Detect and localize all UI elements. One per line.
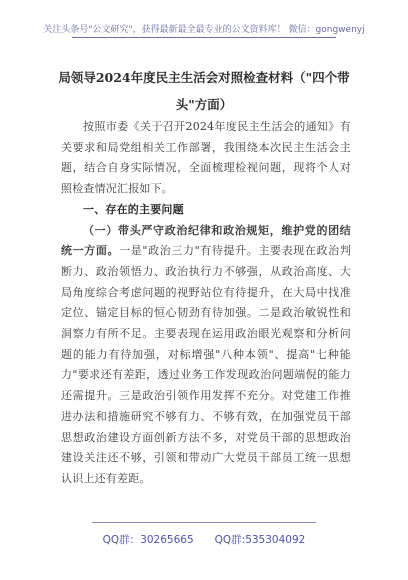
subsection-heading: （一）带头严守政治纪律和政治规矩，维护党的团结统一方面。 bbox=[61, 223, 351, 258]
footer-qq-groups: QQ群：30265665 QQ群:535304092 bbox=[102, 534, 306, 546]
header-banner: 关注头条号"公文研究"，获得最新最全最专业的公文资料库！ 微信：gongwenyj bbox=[43, 25, 365, 35]
intro-paragraph: 按照市委《关于召开2024年度民主生活会的通知》有关要求和局党组相关工作部署，我围绕本次民主生活会主题，结合自身实际情况，全面梳理检视问题，现将个人对照检查情况汇报如下。 bbox=[61, 120, 351, 196]
subsection-body: 一是"政治三力"有待提升。主要表现在政治判断力、政治领悟力、政治执行力不够强，从政治高度、大局角度综合考虑问题的视野站位有待提升，在大局中找准定位、锚定目标的恒心韧劲有待加强。二是政治敏锐性和洞察力有所不足。主要表现在运用政治眼光观察和分析问题的能力有待加强，对标增强"八种本领"、提高"七种能力"要求还有差距，透过业务工作发现政治问题端倪的能力还需提升。三是政治引领作用发挥不充分。对党建工作推进办法和措施研究不够有力、不够有效，在加强党员干部思想政治建设方面创新方法不多，对党员干部的思想政治建设关注还不够，引领和带动广大党员干部员工统一思想认识上还有差距。 bbox=[61, 244, 351, 485]
document-title: 局领导2024年度民主生活会对照检查材料（"四个带头"方面） bbox=[58, 70, 350, 112]
footer-divider bbox=[92, 522, 316, 523]
document-body bbox=[61, 117, 351, 490]
subsection-paragraph bbox=[61, 221, 351, 490]
header-divider bbox=[72, 37, 336, 38]
section-heading: 一、存在的主要问题 bbox=[83, 202, 184, 216]
